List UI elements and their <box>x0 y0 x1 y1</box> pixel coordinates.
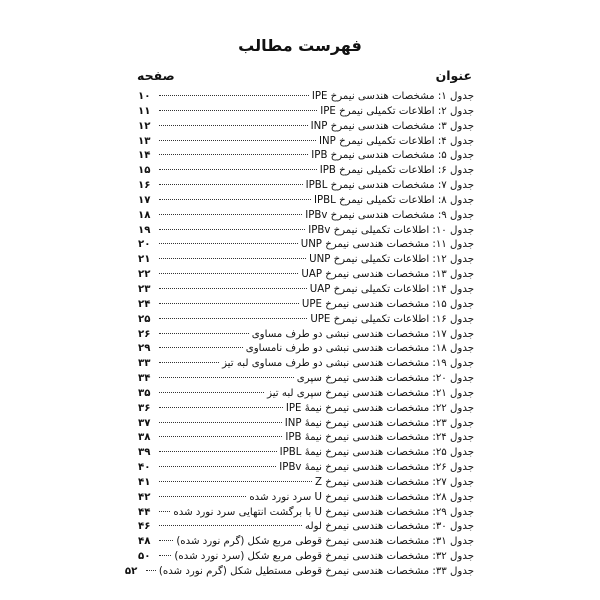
toc-entry-page-number: ۱۵ <box>138 165 151 177</box>
toc-entry[interactable] <box>138 491 474 506</box>
dot-leader <box>159 481 312 482</box>
toc-entry[interactable] <box>138 372 474 387</box>
toc-entry-page-number: ۲۴ <box>138 298 151 310</box>
dot-leader <box>159 555 171 556</box>
toc-entry[interactable] <box>138 313 474 328</box>
toc-entry-page-number: ۲۲ <box>138 269 151 281</box>
toc-entry[interactable] <box>138 417 474 432</box>
dot-leader <box>159 466 276 467</box>
dot-leader <box>159 496 246 497</box>
toc-entry-title: جدول ۴: اطلاعات تکمیلی نیمرخ INP <box>319 135 474 147</box>
toc-entry-page-number: ۲۹ <box>138 343 151 355</box>
toc-entry-title: جدول ۱۸: مشخصات هندسی نبشی دو طرف نامساوی <box>245 343 474 355</box>
toc-entry-title: جدول ۲۹: مشخصات هندسی نیمرخ U با برگشت انتهایی سرد نورد شده <box>173 506 474 518</box>
dot-leader <box>159 436 282 437</box>
toc-entry-title: جدول ۱۶: اطلاعات تکمیلی نیمرخ UPE <box>310 313 474 325</box>
dot-leader <box>159 154 308 155</box>
toc-entry-title: جدول ۲۱: مشخصات هندسی نیمرخ سپری لبه تیز <box>267 387 474 399</box>
toc-entry[interactable] <box>138 535 474 550</box>
toc-list <box>124 90 474 580</box>
toc-entry-title: جدول ۳۳: مشخصات هندسی نیمرخ قوطی مستطیل شکل (گرم نورد شده) <box>158 566 474 577</box>
toc-entry-page-number: ۳۹ <box>138 447 151 459</box>
toc-entry-page-number: ۳۸ <box>138 432 151 444</box>
toc-entry-title: جدول ۲۸: مشخصات هندسی نیمرخ U سرد نورد شده <box>249 491 474 503</box>
toc-entry-title: جدول ۶: اطلاعات تکمیلی نیمرخ IPB <box>319 165 474 177</box>
toc-entry-title: جدول ۲۳: مشخصات هندسی نیمرخ نیمهٔ INP <box>284 417 474 429</box>
dot-leader <box>159 169 317 170</box>
toc-entry[interactable] <box>138 224 474 239</box>
toc-entry-title: جدول ۱۲: اطلاعات تکمیلی نیمرخ UNP <box>309 254 474 266</box>
dot-leader <box>159 451 277 452</box>
toc-entry-page-number: ۴۸ <box>138 536 151 548</box>
toc-entry-title: جدول ۳۱: مشخصات هندسی نیمرخ قوطی مربع شکل (گرم نورد شده) <box>176 536 474 548</box>
toc-entry-page-number: ۳۵ <box>138 387 151 399</box>
toc-entry-page-number: ۴۶ <box>138 521 151 533</box>
page-column-header: صفحه <box>137 68 175 83</box>
dot-leader <box>159 229 305 230</box>
toc-entry-page-number: ۱۴ <box>138 150 151 162</box>
toc-entry-title: جدول ۱۳: مشخصات هندسی نیمرخ UAP <box>301 269 474 281</box>
toc-entry-title: جدول ۲۰: مشخصات هندسی نیمرخ سپری <box>296 373 474 385</box>
toc-entry[interactable] <box>138 194 474 209</box>
dot-leader <box>159 140 316 141</box>
toc-entry-page-number: ۵۰ <box>138 551 151 563</box>
toc-entry-title: جدول ۲۵: مشخصات هندسی نیمرخ نیمهٔ IPBL <box>279 447 474 459</box>
toc-entry-title: جدول ۱: مشخصات هندسی نیمرخ IPE <box>311 91 474 102</box>
dot-leader <box>159 377 294 378</box>
toc-entry-page-number: ۴۲ <box>138 491 151 503</box>
toc-entry-page-number: ۲۳ <box>138 283 151 295</box>
toc-entry-page-number: ۱۹ <box>138 224 151 236</box>
toc-entry-page-number: ۱۷ <box>138 194 151 206</box>
topic-column-header: عنوان <box>435 68 472 83</box>
dot-leader <box>159 511 170 512</box>
toc-entry[interactable] <box>138 550 474 565</box>
toc-entry-page-number: ۳۶ <box>138 402 151 414</box>
toc-entry[interactable] <box>138 164 474 179</box>
toc-entry[interactable] <box>138 179 474 194</box>
dot-leader <box>159 333 249 334</box>
toc-entry-page-number: ۱۱ <box>138 105 151 117</box>
dot-leader <box>159 318 307 319</box>
toc-entry-page-number: ۱۶ <box>138 180 151 192</box>
dot-leader <box>159 362 219 363</box>
toc-entry[interactable] <box>138 283 474 298</box>
dot-leader <box>146 570 156 571</box>
toc-entry-page-number: ۲۱ <box>138 254 151 266</box>
page-title: فهرست مطالب <box>238 36 362 55</box>
dot-leader <box>159 540 173 541</box>
toc-entry-page-number: ۲۶ <box>138 328 151 340</box>
toc-entry-page-number: ۱۸ <box>138 209 151 221</box>
toc-entry[interactable] <box>138 520 474 535</box>
toc-entry-title: جدول ۱۰: اطلاعات تکمیلی نیمرخ IPBv <box>308 224 474 236</box>
toc-entry[interactable] <box>138 135 474 150</box>
toc-entry[interactable] <box>138 328 474 343</box>
toc-entry[interactable] <box>138 387 474 402</box>
toc-entry[interactable] <box>138 446 474 461</box>
toc-entry-page-number: ۵۲ <box>124 566 138 577</box>
dot-leader <box>159 347 243 348</box>
toc-entry[interactable] <box>138 461 474 476</box>
dot-leader <box>159 525 302 526</box>
toc-entry-page-number: ۳۴ <box>138 373 151 385</box>
toc-entry[interactable] <box>138 238 474 253</box>
toc-entry[interactable] <box>124 565 474 580</box>
toc-entry-page-number: ۴۴ <box>138 506 151 518</box>
toc-entry[interactable] <box>138 357 474 372</box>
toc-entry-page-number: ۴۱ <box>138 476 151 488</box>
toc-entry-page-number: ۱۰ <box>138 91 151 102</box>
toc-entry-title: جدول ۱۵: مشخصات هندسی نیمرخ UPE <box>301 298 474 310</box>
toc-entry-title: جدول ۳: مشخصات هندسی نیمرخ INP <box>310 120 474 132</box>
dot-leader <box>159 422 282 423</box>
toc-entry-title: جدول ۳۰: مشخصات هندسی نیمرخ لوله <box>305 521 474 533</box>
toc-entry-page-number: ۲۰ <box>138 239 151 251</box>
dot-leader <box>159 303 299 304</box>
toc-entry-page-number: ۳۳ <box>138 358 151 370</box>
toc-entry-title: جدول ۹: مشخصات هندسی نیمرخ IPBv <box>305 209 474 221</box>
dot-leader <box>159 243 298 244</box>
toc-entry[interactable] <box>138 506 474 521</box>
dot-leader <box>159 407 283 408</box>
dot-leader <box>159 258 306 259</box>
toc-entry-page-number: ۴۰ <box>138 462 151 474</box>
toc-entry-title: جدول ۲۶: مشخصات هندسی نیمرخ نیمهٔ IPBv <box>279 462 474 474</box>
toc-entry-title: جدول ۲۴: مشخصات هندسی نیمرخ نیمهٔ IPB <box>285 432 474 444</box>
toc-entry[interactable] <box>138 476 474 491</box>
toc-entry-page-number: ۳۷ <box>138 417 151 429</box>
dot-leader <box>159 273 298 274</box>
toc-entry[interactable] <box>138 105 474 120</box>
dot-leader <box>159 288 307 289</box>
toc-entry-title: جدول ۱۴: اطلاعات تکمیلی نیمرخ UAP <box>309 283 474 295</box>
toc-entry-page-number: ۱۳ <box>138 135 151 147</box>
toc-entry[interactable] <box>138 268 474 283</box>
toc-entry-title: جدول ۲۲: مشخصات هندسی نیمرخ نیمهٔ IPE <box>285 402 474 414</box>
toc-entry-page-number: ۲۵ <box>138 313 151 325</box>
toc-entry[interactable] <box>138 342 474 357</box>
toc-entry-title: جدول ۷: مشخصات هندسی نیمرخ IPBL <box>305 180 474 192</box>
dot-leader <box>159 184 303 185</box>
toc-entry-title: جدول ۳۲: مشخصات هندسی نیمرخ قوطی مربع شکل (سرد نورد شده) <box>174 551 474 563</box>
toc-entry-title: جدول ۵: مشخصات هندسی نیمرخ IPB <box>311 150 474 162</box>
dot-leader <box>159 125 308 126</box>
toc-entry[interactable] <box>138 253 474 268</box>
toc-entry[interactable] <box>138 402 474 417</box>
dot-leader <box>159 199 311 200</box>
dot-leader <box>159 110 317 111</box>
dot-leader <box>159 95 309 96</box>
toc-entry-title: جدول ۸: اطلاعات تکمیلی نیمرخ IPBL <box>314 194 474 206</box>
dot-leader <box>159 392 264 393</box>
toc-entry[interactable] <box>138 209 474 224</box>
toc-entry-title: جدول ۲: اطلاعات تکمیلی نیمرخ IPE <box>320 105 474 117</box>
toc-entry-title: جدول ۲۷: مشخصات هندسی نیمرخ Z <box>314 476 474 488</box>
toc-entry[interactable] <box>138 298 474 313</box>
toc-entry-title: جدول ۱۱: مشخصات هندسی نیمرخ UNP <box>300 239 474 251</box>
toc-entry[interactable] <box>138 120 474 135</box>
toc-entry-page-number: ۱۲ <box>138 120 151 132</box>
toc-entry[interactable] <box>138 431 474 446</box>
toc-entry[interactable] <box>138 149 474 164</box>
toc-entry[interactable] <box>138 90 474 105</box>
toc-entry-title: جدول ۱۷: مشخصات هندسی نبشی دو طرف مساوی <box>251 328 474 340</box>
toc-entry-title: جدول ۱۹: مشخصات هندسی نبشی دو طرف مساوی لبه تیز <box>222 358 474 370</box>
dot-leader <box>159 214 302 215</box>
